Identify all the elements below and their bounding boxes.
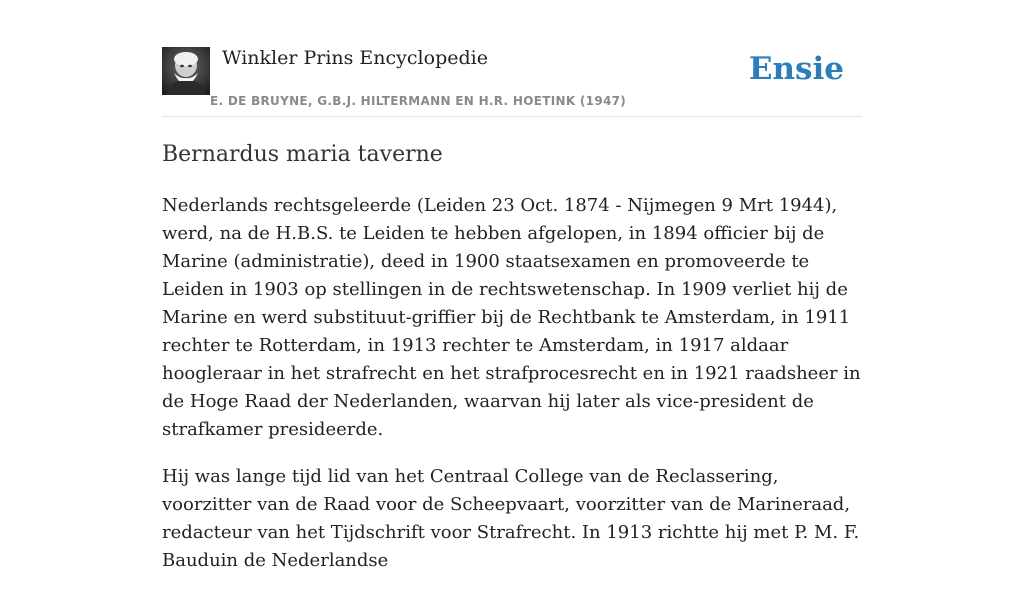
site-header (162, 46, 862, 117)
portrait-icon (162, 47, 210, 95)
article-body (162, 192, 866, 594)
article-paragraph: Hij was lange tijd lid van het Centraal College van de Reclassering, voorzitter van de Raad voor de Scheepvaart, voorzitter van de Marineraad, redacteur van het Tijdschrift voor Strafrecht. In 1913 richtte hij met P. M. F. Bauduin de Nederlandse (162, 466, 860, 571)
article-title: Bernardus maria taverne (162, 142, 443, 167)
article-paragraph: Nederlands rechtsgeleerde (Leiden 23 Oct. 1874 - Nijmegen 9 Mrt 1944), werd, na de H.B.S. te Leiden te hebben afgelopen, in 1894 officier bij de Marine (administratie), deed in 1900 staatsexamen en promoveerde te Leiden in 1903 op stellingen in de rechtswetenschap. In 1909 verliet hij de Marine en werd substituut-griffier bij de Rechtbank te Amsterdam, in 1911 rechter te Rotterdam, in 1913 rechter te Amsterdam, in 1917 aldaar hoogleraar in het strafrecht en het strafprocesrecht en in 1921 raadsheer in de Hoge Raad der Nederlanden, waarvan hij later als vice-president de strafkamer presideerde. (162, 195, 861, 440)
author-avatar[interactable] (162, 47, 210, 95)
site-title[interactable]: Winkler Prins Encyclopedie (222, 47, 488, 69)
authors-line: E. DE BRUYNE, G.B.J. HILTERMANN EN H.R. HOETINK (1947) (210, 94, 627, 108)
ensie-logo[interactable]: Ensie (748, 51, 844, 87)
